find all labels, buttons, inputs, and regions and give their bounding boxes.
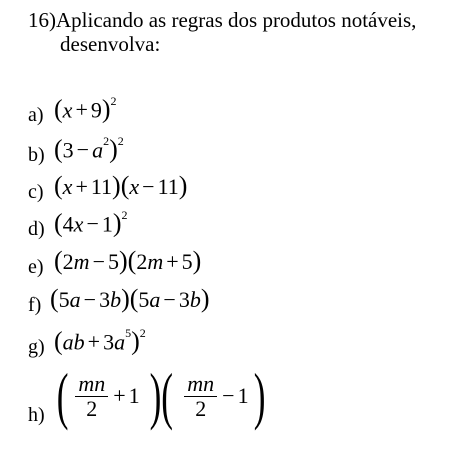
expression-d: $(4x - 1)^2$ bbox=[54, 207, 128, 237]
item-letter: f) bbox=[28, 294, 42, 316]
item-letter: c) bbox=[28, 181, 44, 203]
expression-h: ( $\frac{mn}{2}$ + 1 )( $\frac{mn}{2}$ − 1 ) bbox=[56, 360, 266, 431]
expression-c: (x + 11)(x − 11) bbox=[54, 171, 188, 200]
question-text-line1: Aplicando as regras dos produtos notáveis, bbox=[56, 8, 417, 32]
item-d bbox=[28, 207, 468, 240]
item-f bbox=[28, 286, 468, 316]
item-g bbox=[28, 325, 468, 358]
expression-g: $(ab + 3a^5)^2$ bbox=[54, 325, 146, 355]
item-a bbox=[28, 93, 468, 126]
item-b bbox=[28, 133, 468, 166]
item-letter: b) bbox=[28, 144, 45, 166]
item-e bbox=[28, 248, 468, 278]
expression-a: $(x + 9)^2$ bbox=[54, 93, 117, 123]
item-letter: e) bbox=[28, 256, 44, 278]
item-letter: h) bbox=[28, 404, 45, 426]
expression-b: $(3 - a^2)^2$ bbox=[54, 133, 124, 163]
expression-f: (5a − 3b)(5a − 3b) bbox=[50, 284, 210, 313]
expression-e: (2m − 5)(2m + 5) bbox=[54, 246, 202, 275]
item-letter: d) bbox=[28, 218, 45, 240]
question-number: 16) bbox=[28, 8, 56, 32]
item-letter: g) bbox=[28, 336, 45, 358]
item-c bbox=[28, 173, 468, 203]
fraction: $\frac{mn}{2}$ bbox=[75, 372, 108, 421]
item-h bbox=[28, 360, 468, 431]
question-header bbox=[28, 8, 416, 56]
fraction: $\frac{mn}{2}$ bbox=[184, 372, 217, 421]
question-text-line2: desenvolva: bbox=[60, 32, 161, 56]
item-letter: a) bbox=[28, 104, 44, 126]
